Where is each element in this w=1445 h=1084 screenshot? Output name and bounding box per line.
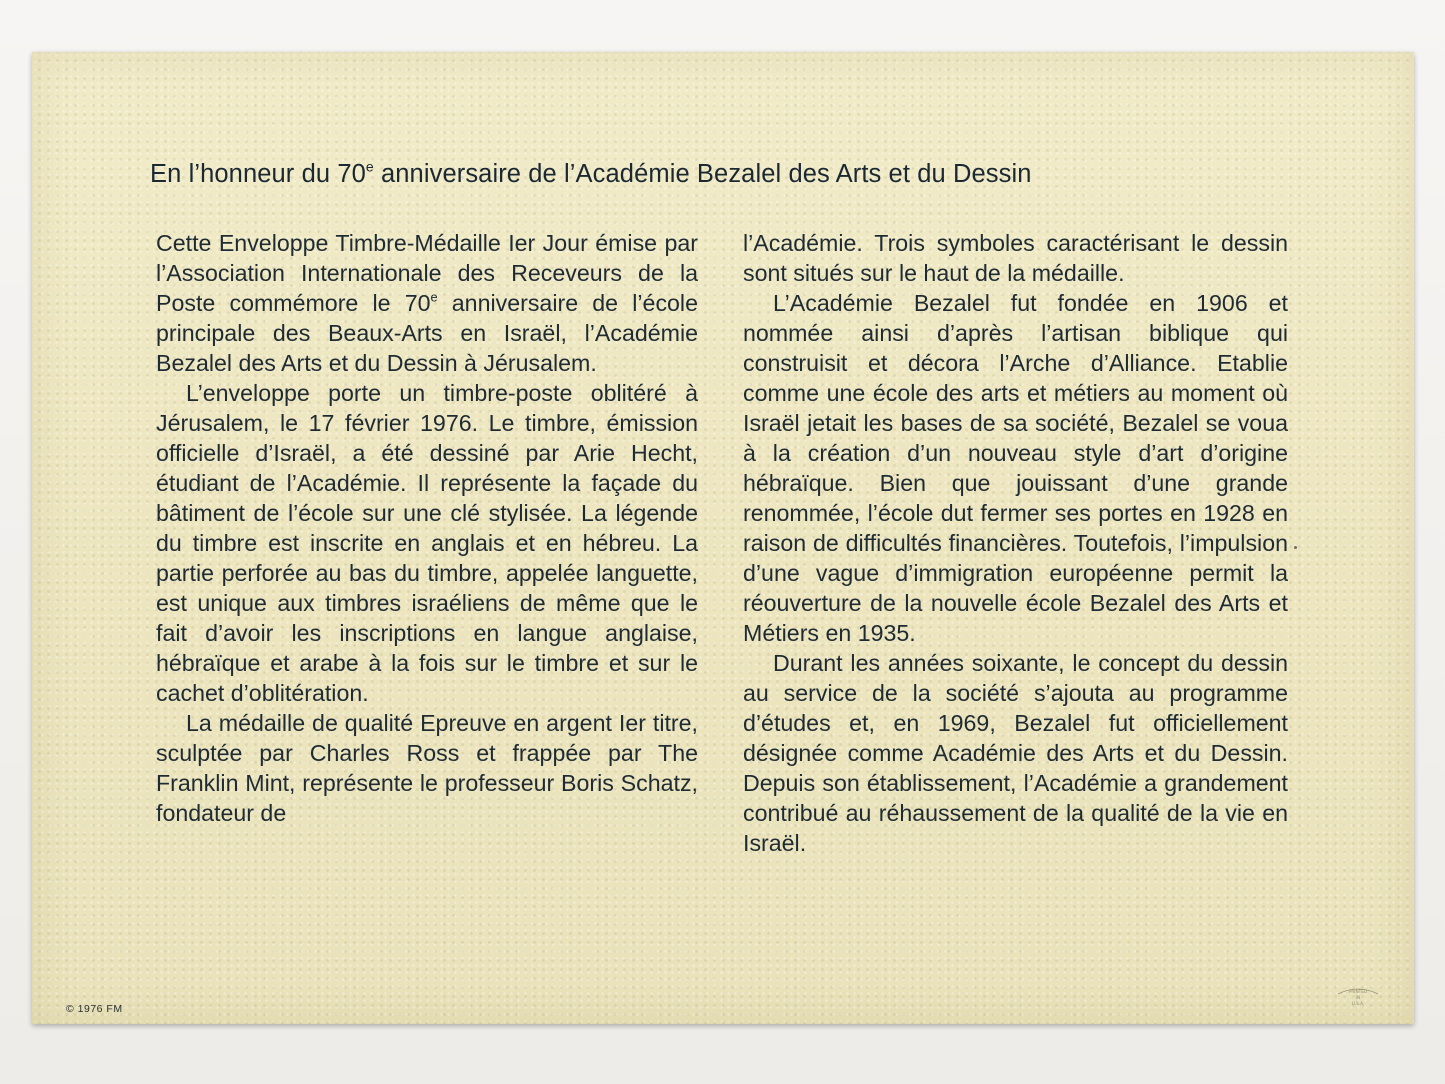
left-paragraph-1 — [156, 228, 698, 378]
right-paragraph-3: Durant les années soixante, le concept du dessin au service de la société s’ajouta au programme d’études et, en 1969, Bezalel fut officiellement désignée comme Académie des Arts et du Dessin. Depuis son établissement, l’Académie a grandement contribué au réhaussement de la qualité de la vie en Israël. — [743, 650, 1288, 856]
title-text-end: anniversaire de l’Académie Bezalel des Arts et du Dessin — [373, 160, 1032, 188]
left-p1-text-end: anniversaire de l’école principale des Beaux-Arts en Israël, l’Académie Bezalel des Arts et du Dessin à Jérusalem. — [156, 290, 698, 376]
title-superscript: e — [365, 158, 374, 175]
card-title — [150, 158, 1290, 190]
printer-mark-icon — [1334, 982, 1382, 1012]
copyright-notice: © 1976 FM — [66, 1003, 123, 1015]
left-p1-text-start: Cette Enveloppe Timbre-Médaille Ier Jour émise par l’Association Internationale des Receveurs de la Poste commémore le 70 — [156, 230, 698, 316]
left-p1-superscript: e — [430, 289, 438, 305]
left-paragraph-3: La médaille de qualité Epreuve en argent Ier titre, sculptée par Charles Ross et frappée par The Franklin Mint, représente le professeur Boris Schatz, fondateur de — [156, 710, 698, 826]
printer-mark-line-3: U.S.A. — [1351, 1001, 1365, 1006]
right-paragraph-1: l’Académie. Trois symboles caractérisant le dessin sont situés sur le haut de la médaille. — [743, 230, 1288, 286]
right-paragraph-2: L’Académie Bezalel fut fondée en 1906 et nommée ainsi d’après l’artisan biblique qui construisit et décora l’Arche d’Alliance. Etablie comme une école des arts et métiers au moment où Israël jetait les bases de sa société, Bezalel se voua à la création d’un nouveau style d’art d’origine hébraïque. Bien que jouissant d’une grande renommée, l’école dut fermer ses portes en 1928 en raison de difficultés financières. Toutefois, l’impulsion d’une vague d’immigration européenne permit la réouverture de la nouvelle école Bezalel des Arts et Métiers en 1935. — [743, 290, 1288, 646]
ink-speck — [1294, 546, 1297, 549]
right-text-column — [743, 228, 1288, 858]
title-text-start: En l’honneur du 70 — [150, 160, 366, 188]
insert-card — [32, 52, 1414, 1024]
printer-mark-line-1: PRINTED — [1348, 989, 1368, 994]
left-text-column — [156, 228, 698, 828]
printer-mark-line-2: IN — [1355, 995, 1361, 1000]
left-paragraph-2: L’enveloppe porte un timbre-poste oblitéré à Jérusalem, le 17 février 1976. Le timbre, émission officielle d’Israël, a été dessiné par Arie Hecht, étudiant de l’Académie. Il représente la façade du bâtiment de l’école sur une clé stylisée. La légende du timbre est inscrite en anglais et en hébreu. La partie perforée au bas du timbre, appelée languette, est unique aux timbres israéliens de même que le fait d’avoir les inscriptions en langue anglaise, hébraïque et arabe à la fois sur le timbre et sur le cachet d’oblitération. — [156, 380, 698, 706]
